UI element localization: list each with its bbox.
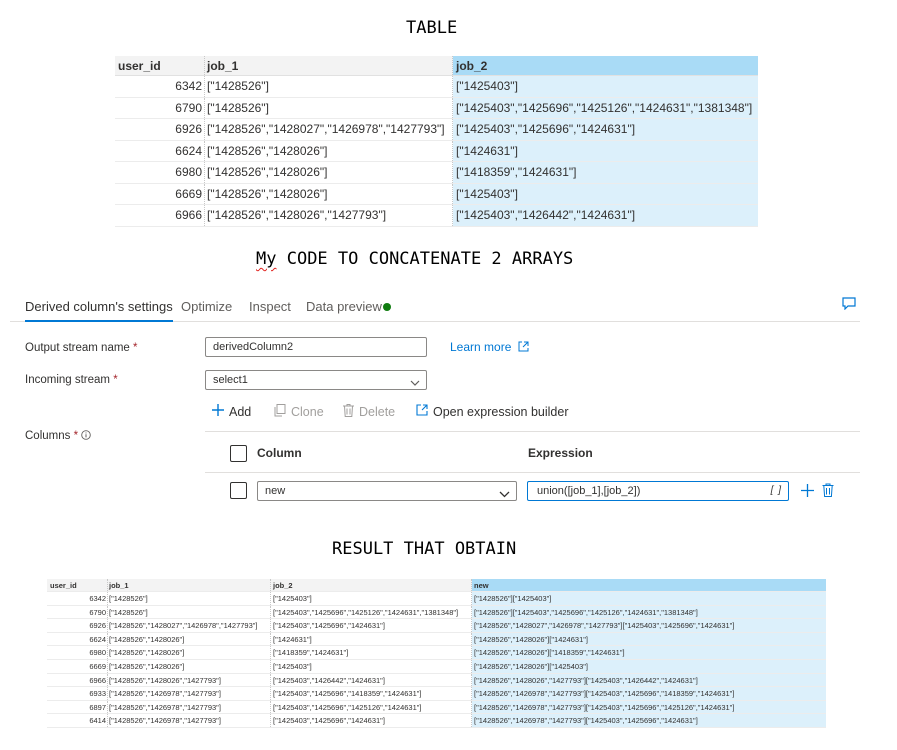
table-header-row bbox=[47, 579, 826, 592]
table-cell: ["1418359","1424631"] bbox=[453, 162, 758, 183]
status-dot-icon bbox=[383, 303, 391, 311]
table-row[interactable] bbox=[115, 162, 758, 184]
header-job-2[interactable]: job_2 bbox=[271, 579, 472, 591]
table-cell: 6933 bbox=[47, 687, 108, 700]
header-new[interactable]: new bbox=[472, 579, 826, 591]
table-cell: ["1418359","1424631"] bbox=[271, 646, 472, 659]
expression-header: Expression bbox=[528, 446, 593, 460]
table-cell: ["1428526"] bbox=[205, 98, 453, 119]
table-cell: ["1425403"] bbox=[271, 592, 472, 605]
brackets-icon: [ ] bbox=[770, 485, 782, 496]
table-row[interactable] bbox=[115, 98, 758, 120]
header-user-id[interactable]: user_id bbox=[115, 56, 205, 75]
table-cell: ["1428526","1428026"] bbox=[205, 141, 453, 162]
table-cell: ["1425403"] bbox=[271, 660, 472, 673]
tab-data-preview[interactable]: Data preview bbox=[306, 299, 382, 314]
expression-value: union([job_1],[job_2]) bbox=[537, 485, 641, 497]
column-name-value: new bbox=[265, 485, 286, 497]
table-cell: ["1428526","1428026"]["1425403"] bbox=[472, 660, 826, 673]
select-all-checkbox[interactable] bbox=[230, 445, 247, 462]
source-table bbox=[115, 56, 758, 227]
settings-tab-bar bbox=[10, 296, 860, 322]
tab-derived-column-settings[interactable]: Derived column's settings bbox=[25, 299, 173, 314]
table-cell: 6342 bbox=[115, 76, 205, 97]
table-row[interactable] bbox=[115, 184, 758, 206]
table-cell: ["1428526"]["1425403"] bbox=[472, 592, 826, 605]
header-job-2[interactable]: job_2 bbox=[453, 56, 758, 75]
output-stream-label: Output stream name * bbox=[25, 342, 138, 354]
divider bbox=[205, 431, 860, 432]
external-link-icon bbox=[416, 404, 428, 419]
table-cell: ["1428526"] bbox=[205, 76, 453, 97]
table-cell: 6926 bbox=[115, 119, 205, 140]
table-cell: ["1428526","1428027","1426978","1427793"] bbox=[205, 119, 453, 140]
table-cell: ["1428526","1426978","1427793"] bbox=[108, 701, 271, 714]
table-cell: ["1425403","1425696","1425126","1424631","1381348"] bbox=[453, 98, 758, 119]
table-cell: 6624 bbox=[115, 141, 205, 162]
table-row[interactable] bbox=[115, 205, 758, 227]
output-stream-input[interactable]: derivedColumn2 bbox=[205, 337, 427, 357]
table-cell: ["1425403","1425696","1425126","1424631"] bbox=[271, 701, 472, 714]
incoming-stream-select[interactable] bbox=[205, 370, 427, 390]
clone-button[interactable]: Clone bbox=[274, 404, 324, 420]
expression-input[interactable] bbox=[527, 481, 789, 501]
table-cell: 6669 bbox=[47, 660, 108, 673]
table-row[interactable] bbox=[47, 714, 826, 728]
header-job-1[interactable]: job_1 bbox=[205, 56, 453, 75]
comment-icon[interactable] bbox=[842, 297, 856, 315]
table-cell: 6790 bbox=[115, 98, 205, 119]
table-cell: 6414 bbox=[47, 714, 108, 727]
table-cell: ["1428526","1426978","1427793"] bbox=[108, 687, 271, 700]
table-cell: ["1428526","1426978","1427793"] bbox=[108, 714, 271, 727]
table-cell: ["1428526"]["1425403","1425696","1425126","1424631","1381348"] bbox=[472, 606, 826, 619]
code-title-rest: CODE TO CONCATENATE 2 ARRAYS bbox=[276, 249, 574, 269]
table-cell: ["1428526"] bbox=[108, 592, 271, 605]
table-cell: 6966 bbox=[47, 674, 108, 687]
header-user-id[interactable]: user_id bbox=[47, 579, 108, 591]
table-row[interactable] bbox=[47, 687, 826, 701]
table-cell: ["1428526","1428026","1427793"]["1425403","1426442","1424631"] bbox=[472, 674, 826, 687]
table-cell: 6624 bbox=[47, 633, 108, 646]
table-row[interactable] bbox=[47, 592, 826, 606]
table-cell: ["1425403","1425696","1424631"] bbox=[453, 119, 758, 140]
delete-button[interactable]: Delete bbox=[343, 404, 395, 420]
table-cell: 6926 bbox=[47, 619, 108, 632]
table-row[interactable] bbox=[115, 141, 758, 163]
table-cell: ["1425403","1425696","1425126","1424631","1381348"] bbox=[271, 606, 472, 619]
result-table bbox=[47, 579, 826, 728]
delete-column-icon[interactable] bbox=[822, 483, 834, 502]
table-cell: ["1425403"] bbox=[453, 76, 758, 97]
chevron-down-icon bbox=[410, 375, 420, 393]
table-cell: ["1428526","1428027","1426978","1427793"]["1425403","1425696","1424631"] bbox=[472, 619, 826, 632]
table-cell: ["1425403","1425696","1424631"] bbox=[271, 714, 472, 727]
table-cell: ["1428526","1428026","1427793"] bbox=[108, 674, 271, 687]
code-title-prefix: My bbox=[256, 249, 277, 269]
table-cell: ["1424631"] bbox=[453, 141, 758, 162]
info-icon[interactable] bbox=[81, 427, 91, 445]
table-cell: 6342 bbox=[47, 592, 108, 605]
table-row[interactable] bbox=[115, 119, 758, 141]
table-cell: ["1424631"] bbox=[271, 633, 472, 646]
table-cell: ["1428526","1426978","1427793"]["1425403","1425696","1418359","1424631"] bbox=[472, 687, 826, 700]
table-row[interactable] bbox=[47, 701, 826, 715]
add-column-icon[interactable] bbox=[801, 484, 814, 502]
table-header-row bbox=[115, 56, 758, 76]
chevron-down-icon bbox=[499, 486, 510, 504]
header-job-1[interactable]: job_1 bbox=[108, 579, 271, 591]
table-row[interactable] bbox=[47, 660, 826, 674]
table-row[interactable] bbox=[115, 76, 758, 98]
table-cell: ["1425403","1425696","1418359","1424631"] bbox=[271, 687, 472, 700]
table-row[interactable] bbox=[47, 674, 826, 688]
table-cell: 6669 bbox=[115, 184, 205, 205]
open-expression-builder-button[interactable]: Open expression builder bbox=[416, 404, 569, 419]
table-cell: ["1425403"] bbox=[453, 184, 758, 205]
table-cell: ["1428526","1426978","1427793"]["1425403","1425696","1424631"] bbox=[472, 714, 826, 727]
table-cell: ["1428526","1428026"] bbox=[205, 184, 453, 205]
divider bbox=[205, 472, 860, 473]
table-cell: ["1428526","1428027","1426978","1427793"] bbox=[108, 619, 271, 632]
table-cell: 6980 bbox=[47, 646, 108, 659]
table-cell: ["1428526","1428026"]["1418359","1424631"] bbox=[472, 646, 826, 659]
table-cell: ["1425403","1425696","1424631"] bbox=[271, 619, 472, 632]
tab-inspect[interactable]: Inspect bbox=[249, 299, 291, 314]
table-cell: ["1428526"] bbox=[108, 606, 271, 619]
trash-icon bbox=[343, 404, 354, 420]
table-cell: ["1428526","1426978","1427793"]["1425403","1425696","1425126","1424631"] bbox=[472, 701, 826, 714]
table-cell: ["1428526","1428026"] bbox=[108, 633, 271, 646]
table-title: TABLE bbox=[406, 18, 458, 38]
incoming-stream-value: select1 bbox=[213, 374, 248, 386]
result-title: RESULT THAT OBTAIN bbox=[332, 539, 517, 559]
table-cell: ["1428526","1428026"] bbox=[108, 646, 271, 659]
add-button[interactable]: Add bbox=[212, 404, 251, 419]
code-title bbox=[256, 249, 573, 269]
table-cell: 6790 bbox=[47, 606, 108, 619]
table-row[interactable] bbox=[47, 633, 826, 647]
learn-more-link[interactable]: Learn more bbox=[450, 340, 529, 355]
columns-label: Columns * bbox=[25, 430, 79, 442]
incoming-stream-label: Incoming stream * bbox=[25, 374, 118, 386]
column-name-select[interactable] bbox=[257, 481, 517, 501]
table-cell: ["1428526","1428026"] bbox=[108, 660, 271, 673]
table-cell: 6897 bbox=[47, 701, 108, 714]
table-cell: ["1425403","1426442","1424631"] bbox=[271, 674, 472, 687]
table-cell: 6966 bbox=[115, 205, 205, 226]
table-row[interactable] bbox=[47, 619, 826, 633]
plus-icon bbox=[212, 404, 224, 419]
table-cell: ["1428526","1428026"]["1424631"] bbox=[472, 633, 826, 646]
column-header: Column bbox=[257, 446, 302, 460]
row-checkbox[interactable] bbox=[230, 482, 247, 499]
tab-optimize[interactable]: Optimize bbox=[181, 299, 233, 314]
table-cell: ["1428526","1428026","1427793"] bbox=[205, 205, 453, 226]
table-cell: ["1425403","1426442","1424631"] bbox=[453, 205, 758, 226]
table-cell: ["1428526","1428026"] bbox=[205, 162, 453, 183]
table-row[interactable] bbox=[47, 606, 826, 620]
table-cell: 6980 bbox=[115, 162, 205, 183]
external-link-icon bbox=[518, 341, 529, 355]
table-row[interactable] bbox=[47, 646, 826, 660]
copy-icon bbox=[274, 404, 286, 420]
